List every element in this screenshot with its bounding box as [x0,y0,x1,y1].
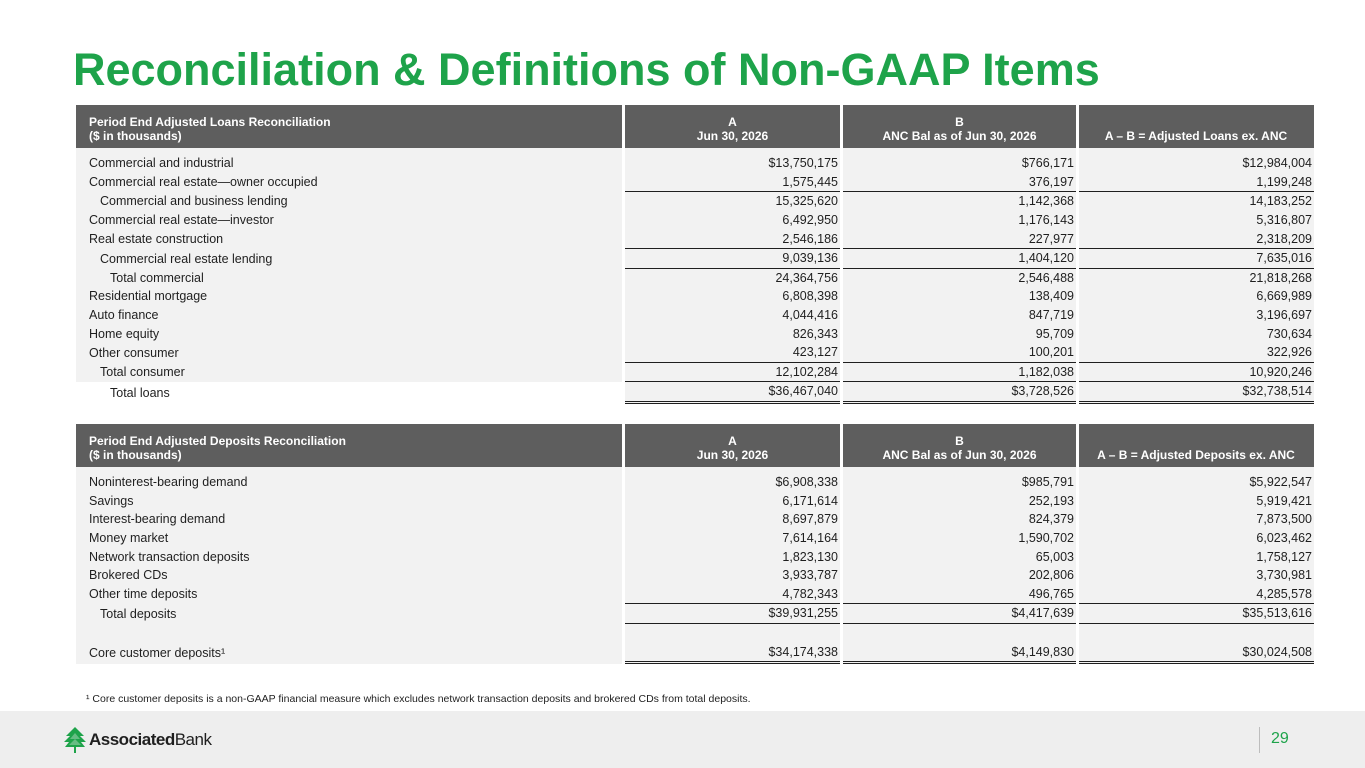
cell-a: $6,908,338 [625,473,840,492]
deposits-reconciliation-table [73,424,1317,664]
table-row [76,211,1314,230]
cell-a: $34,174,338 [625,642,840,664]
row-label: Residential mortgage [76,287,622,306]
loans-col-a-line2: Jun 30, 2026 [696,129,769,143]
row-label: Commercial real estate lending [76,249,622,269]
loans-table-title [76,105,622,148]
cell-a: 6,492,950 [625,211,840,230]
table-row [76,287,1314,306]
table-row [76,547,1314,566]
logo-bold-text: Associated [89,730,175,749]
deposits-col-b-line1: B [955,434,964,448]
cell-c: 14,183,252 [1079,192,1314,211]
cell-a: $36,467,040 [625,382,840,404]
loans-col-a-header [625,105,840,148]
table-row [76,585,1314,605]
cell-b: $985,791 [843,473,1076,492]
empty-cell [843,624,1076,643]
row-label: Home equity [76,324,622,343]
empty-cell [625,624,840,643]
deposits-col-b-header [843,424,1076,467]
table-row [76,343,1314,363]
cell-a: 826,343 [625,324,840,343]
cell-c: 3,730,981 [1079,566,1314,585]
cell-c: 6,023,462 [1079,529,1314,548]
cell-c: 1,758,127 [1079,547,1314,566]
deposits-col-a-header [625,424,840,467]
footer [0,711,1365,768]
table-row [76,324,1314,343]
cell-b: 1,142,368 [843,192,1076,211]
cell-a: 4,044,416 [625,306,840,325]
row-label: Other consumer [76,343,622,363]
deposits-col-a-line2: Jun 30, 2026 [696,448,769,462]
cell-a: 4,782,343 [625,585,840,605]
cell-b: $4,417,639 [843,604,1076,624]
cell-a: 24,364,756 [625,269,840,288]
cell-a: 12,102,284 [625,363,840,383]
row-label: Other time deposits [76,585,622,605]
footnote: ¹ Core customer deposits is a non-GAAP financial measure which excludes network transaction deposits and brokered CDs from total deposits. [86,693,751,705]
table-row [76,642,1314,664]
cell-c: $35,513,616 [1079,604,1314,624]
cell-c: 5,919,421 [1079,492,1314,511]
page-title: Reconciliation & Definitions of Non-GAAP Items [73,44,1100,95]
cell-a: 6,171,614 [625,492,840,511]
table-row [76,229,1314,249]
row-label: Total deposits [76,604,622,624]
cell-c: $5,922,547 [1079,473,1314,492]
cell-c: $30,024,508 [1079,642,1314,664]
cell-c: $12,984,004 [1079,154,1314,173]
row-label: Money market [76,529,622,548]
cell-b: 1,590,702 [843,529,1076,548]
loans-col-c-label: A – B = Adjusted Loans ex. ANC [1104,129,1288,143]
row-label: Interest-bearing demand [76,510,622,529]
table-row [76,306,1314,325]
page-number: 29 [1271,730,1289,747]
cell-c: 3,196,697 [1079,306,1314,325]
tree-logo-icon [64,727,86,753]
cell-b: 65,003 [843,547,1076,566]
loans-title-line1: Period End Adjusted Loans Reconciliation [89,115,331,129]
cell-c: 2,318,209 [1079,229,1314,249]
table-row [76,566,1314,585]
table-row [76,604,1314,624]
cell-b: 227,977 [843,229,1076,249]
loans-title-line2: ($ in thousands) [89,129,182,143]
row-label: Commercial real estate—investor [76,211,622,230]
table-row [76,382,1314,404]
cell-c: 10,920,246 [1079,363,1314,383]
deposits-title-line2: ($ in thousands) [89,448,182,462]
deposits-col-c-header [1079,424,1314,467]
cell-b: 138,409 [843,287,1076,306]
deposits-title-line1: Period End Adjusted Deposits Reconciliation [89,434,346,448]
cell-a: 7,614,164 [625,529,840,548]
cell-a: 8,697,879 [625,510,840,529]
cell-a: 15,325,620 [625,192,840,211]
row-label: Network transaction deposits [76,547,622,566]
row-label: Auto finance [76,306,622,325]
cell-a: 2,546,186 [625,229,840,249]
empty-cell [1079,624,1314,643]
cell-a: 6,808,398 [625,287,840,306]
cell-b: $4,149,830 [843,642,1076,664]
cell-c: 21,818,268 [1079,269,1314,288]
row-label: Real estate construction [76,229,622,249]
row-label: Core customer deposits¹ [76,642,622,664]
table-row [76,492,1314,511]
empty-cell [76,624,622,643]
associated-bank-logo [64,727,211,753]
table-row [76,154,1314,173]
row-label: Savings [76,492,622,511]
table-row [76,529,1314,548]
cell-b: 202,806 [843,566,1076,585]
table-row [76,173,1314,193]
cell-b: 1,176,143 [843,211,1076,230]
row-label: Total loans [76,382,622,404]
loans-col-b-line2: ANC Bal as of Jun 30, 2026 [882,129,1037,143]
deposits-col-c-label: A – B = Adjusted Deposits ex. ANC [1097,448,1295,462]
cell-c: 5,316,807 [1079,211,1314,230]
row-label: Commercial and industrial [76,154,622,173]
table-row [76,269,1314,288]
cell-b: 1,404,120 [843,249,1076,269]
cell-c: 7,635,016 [1079,249,1314,269]
cell-b: 376,197 [843,173,1076,193]
cell-b: $766,171 [843,154,1076,173]
deposits-col-a-line1: A [728,434,737,448]
logo-regular-text: Bank [174,730,212,749]
loans-col-b-header [843,105,1076,148]
spacer-row [76,624,1314,643]
cell-a: 423,127 [625,343,840,363]
cell-c: 322,926 [1079,343,1314,363]
cell-c: 6,669,989 [1079,287,1314,306]
cell-a: 3,933,787 [625,566,840,585]
cell-b: 95,709 [843,324,1076,343]
deposits-col-b-line2: ANC Bal as of Jun 30, 2026 [882,448,1037,462]
logo-wordmark [89,730,211,750]
table-row [76,192,1314,211]
cell-b: 1,182,038 [843,363,1076,383]
cell-c: 4,285,578 [1079,585,1314,605]
cell-b: 252,193 [843,492,1076,511]
cell-a: 1,575,445 [625,173,840,193]
cell-a: 1,823,130 [625,547,840,566]
cell-c: 730,634 [1079,324,1314,343]
table-row [76,473,1314,492]
cell-b: 100,201 [843,343,1076,363]
loans-col-c-header [1079,105,1314,148]
row-label: Brokered CDs [76,566,622,585]
cell-c: 1,199,248 [1079,173,1314,193]
cell-b: 824,379 [843,510,1076,529]
cell-c: 7,873,500 [1079,510,1314,529]
cell-a: $13,750,175 [625,154,840,173]
page-number-divider [1259,727,1260,753]
row-label: Commercial real estate—owner occupied [76,173,622,193]
table-row [76,363,1314,383]
row-label: Noninterest-bearing demand [76,473,622,492]
row-label: Total commercial [76,269,622,288]
cell-b: 2,546,488 [843,269,1076,288]
cell-b: $3,728,526 [843,382,1076,404]
loans-reconciliation-table [73,105,1317,404]
table-row [76,249,1314,269]
table-header-row [76,105,1314,148]
loans-col-a-line1: A [728,115,737,129]
deposits-table-title [76,424,622,467]
table-row [76,510,1314,529]
cell-b: 847,719 [843,306,1076,325]
row-label: Commercial and business lending [76,192,622,211]
cell-b: 496,765 [843,585,1076,605]
table-header-row [76,424,1314,467]
cell-a: 9,039,136 [625,249,840,269]
loans-col-b-line1: B [955,115,964,129]
cell-c: $32,738,514 [1079,382,1314,404]
row-label: Total consumer [76,363,622,383]
cell-a: $39,931,255 [625,604,840,624]
